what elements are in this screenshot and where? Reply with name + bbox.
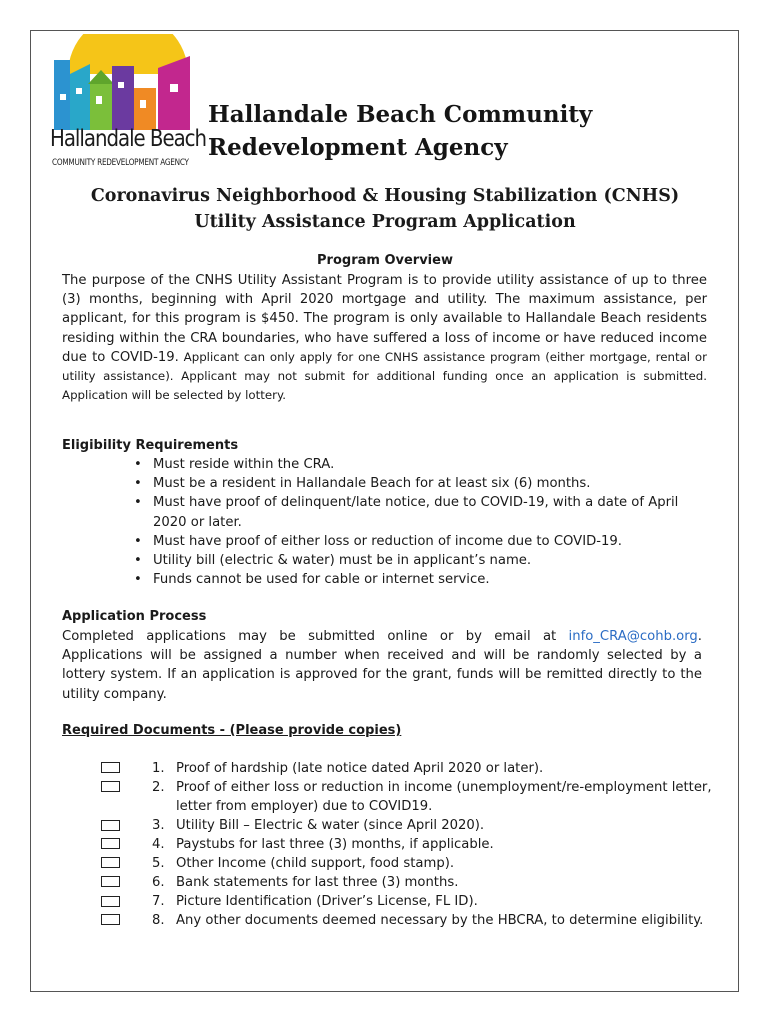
- overview-text-main: The purpose of the CNHS Utility Assistant Program is to provide utility assistance of up to three (3) months, beginning with April 2020 mortgage and utility. The maximum assistance, per applicant, for this program is $450. The program is only available to Hallandale Beach residents residing within the CRA boundaries, who have suffered a loss of income or have reduced income due to COVID-19.: [62, 273, 707, 365]
- doc-checkbox-6[interactable]: [101, 876, 120, 887]
- bullet-icon: •: [134, 476, 142, 492]
- overview-body: [62, 271, 707, 405]
- doc-checkbox-2[interactable]: [101, 781, 120, 792]
- overview-heading: Program Overview: [317, 253, 453, 268]
- required-doc-item: 8. Any other documents deemed necessary by the HBCRA, to determine eligibility.: [152, 913, 704, 928]
- logo-subtitle: COMMUNITY REDEVELOPMENT AGENCY: [52, 158, 189, 168]
- agency-title-line2: Redevelopment Agency: [208, 134, 508, 161]
- logo-graphic: [46, 34, 206, 134]
- doc-checkbox-7[interactable]: [101, 896, 120, 907]
- bullet-icon: •: [134, 495, 142, 511]
- logo-building-purple: [112, 66, 134, 130]
- agency-logo: [46, 34, 206, 174]
- eligibility-item: • Must have proof of delinquent/late notice, due to COVID-19, with a date of April 2020 or later.: [134, 495, 679, 530]
- logo-building-magenta: [158, 56, 190, 130]
- program-title-line1: Coronavirus Neighborhood & Housing Stabilization (CNHS): [90, 186, 680, 206]
- required-doc-item: 3. Utility Bill – Electric & water (since April 2020).: [152, 818, 485, 833]
- eligibility-heading: Eligibility Requirements: [62, 438, 239, 453]
- eligibility-item: • Funds cannot be used for cable or internet service.: [62, 570, 712, 589]
- logo-building-orange: [134, 88, 156, 130]
- logo-window-1: [60, 94, 66, 100]
- doc-checkbox-3[interactable]: [101, 820, 120, 831]
- eligibility-item: • Must be a resident in Hallandale Beach for at least six (6) months.: [62, 474, 712, 493]
- bullet-icon: •: [134, 572, 142, 588]
- logo-window-2: [96, 96, 102, 104]
- required-doc-item: 6. Bank statements for last three (3) months.: [152, 875, 459, 890]
- logo-building-green: [90, 82, 112, 130]
- email-link[interactable]: info_CRA@cohb.org: [568, 629, 698, 644]
- agency-title-line1: Hallandale Beach Community: [208, 101, 593, 128]
- logo-window-6: [76, 88, 82, 94]
- program-title: [60, 183, 710, 235]
- required-doc-item: 7. Picture Identification (Driver’s License, FL ID).: [152, 894, 478, 909]
- required-docs-heading: Required Documents - (Please provide copies): [62, 723, 402, 738]
- process-heading: Application Process: [62, 609, 207, 624]
- logo-name: Hallandale Beach: [50, 126, 207, 152]
- program-title-line2: Utility Assistance Program Application: [194, 212, 576, 232]
- logo-window-3: [118, 82, 124, 88]
- eligibility-item: • Utility bill (electric & water) must be in applicant’s name.: [62, 551, 712, 570]
- required-doc-item: 5. Other Income (child support, food stamp).: [152, 856, 455, 871]
- eligibility-item: • Must have proof of either loss or reduction of income due to COVID-19.: [62, 532, 712, 551]
- doc-checkbox-8[interactable]: [101, 914, 120, 925]
- overview-text-small: Applicant can only apply for one CNHS assistance program (either mortgage, rental or utility assistance). Applicant may not submit for additional funding once an application is submitted. Application will be selected by lottery.: [62, 349, 707, 403]
- logo-window-5: [170, 84, 178, 92]
- bullet-icon: •: [134, 533, 142, 549]
- process-body: Completed applications may be submitted online or by email at info_CRA@cohb.org. Applications will be assigned a number when received and will be randomly selected by a lottery system. If an application is approved for the grant, funds will be remitted directly to the utility company.: [62, 629, 702, 702]
- required-doc-item: 4. Paystubs for last three (3) months, if applicable.: [152, 837, 494, 852]
- doc-checkbox-1[interactable]: [101, 762, 120, 773]
- doc-checkbox-4[interactable]: [101, 838, 120, 849]
- doc-checkbox-5[interactable]: [101, 857, 120, 868]
- logo-window-4: [140, 100, 146, 108]
- required-doc-item: 2. Proof of either loss or reduction in income (unemployment/re-employment letter, letter from employer) due to COVID19.: [152, 780, 712, 815]
- eligibility-list: [62, 455, 712, 589]
- bullet-icon: •: [134, 553, 142, 569]
- logo-building-teal: [70, 64, 90, 130]
- eligibility-item: • Must reside within the CRA.: [62, 455, 712, 474]
- bullet-icon: •: [134, 457, 142, 472]
- agency-title: [208, 98, 668, 164]
- required-doc-item: 1. Proof of hardship (late notice dated April 2020 or later).: [152, 761, 544, 776]
